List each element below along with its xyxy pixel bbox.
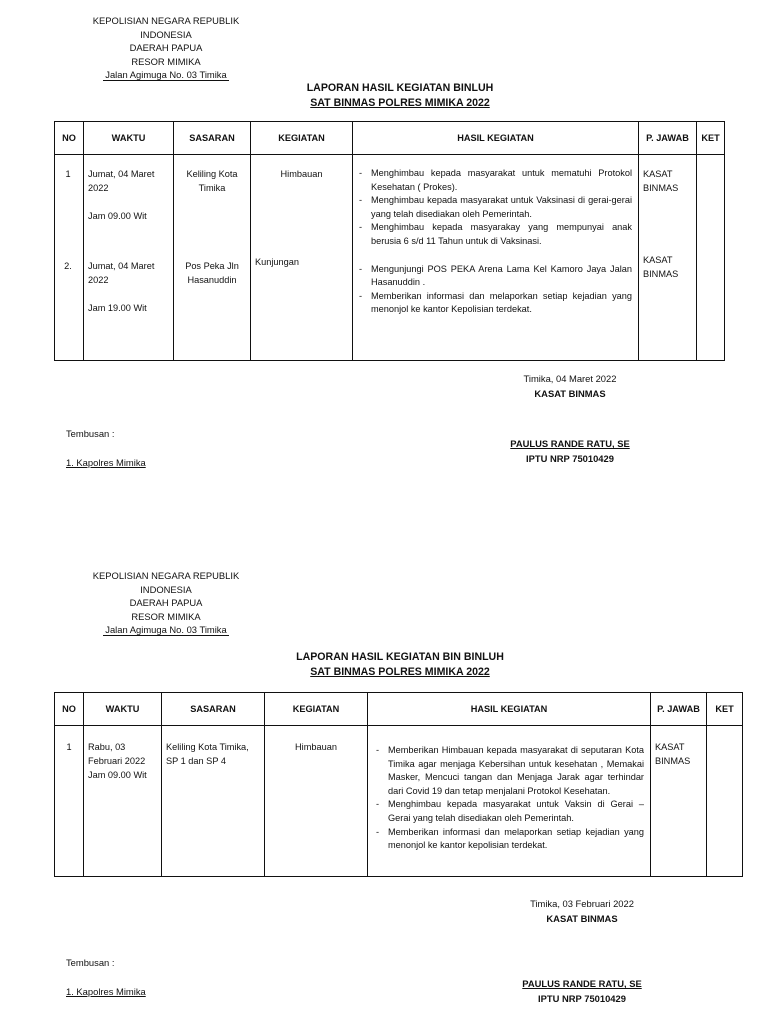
cell-sasaran [174,155,251,361]
place-date: Timika, 03 Februari 2022 [530,898,634,909]
place-date: Timika, 04 Maret 2022 [523,373,617,384]
cell-hasil [368,726,651,877]
row-sasaran: Keliling Kota Timika [186,169,238,193]
row-date: Jumat, 04 Maret 2022 [88,261,155,285]
result-item: - Menghimbau kepada masyarakat untuk mematuhi Protokol Kesehatan ( Prokes). [359,168,632,192]
cell-hasil [353,155,639,361]
row-kegiatan: Kunjungan [255,257,299,267]
row-pjawab: KASAT BINMAS [643,169,679,193]
letterhead-1 [66,14,266,82]
row-pjawab: KASAT BINMAS [655,742,691,766]
signer-block-2 [472,976,692,1006]
region-name: DAERAH PAPUA [129,597,203,609]
org-name: KEPOLISIAN NEGARA REPUBLIK INDONESIA [92,15,240,40]
tembusan-2 [66,955,146,999]
signer-name: PAULUS RANDE RATU, SE [522,978,642,989]
row-date: Jumat, 04 Maret 2022 [88,169,155,193]
col-waktu: WAKTU [84,122,174,155]
row-sasaran: Keliling Kota Timika, SP 1 dan SP 4 [166,742,249,766]
report-2-table [54,692,743,877]
signature-block-1 [470,371,670,401]
result-item: - Menghimbau kepada masyarakat untuk Vaksinasi di gerai-gerai yang telah disediakan oleh Pemerintah. [359,195,632,219]
report-title: LAPORAN HASIL KEGIATAN BIN BINLUH [296,651,504,663]
report-1-table [54,121,725,361]
col-pjawab: P. JAWAB [639,122,697,155]
report-subtitle: SAT BINMAS POLRES MIMIKA 2022 [310,97,490,109]
cell-ket [707,726,743,877]
resort-name: RESOR MIMIKA [131,610,201,622]
col-sasaran: SASARAN [162,693,265,726]
cell-sasaran [162,726,265,877]
row-kegiatan: Himbauan [280,169,323,179]
table-row [55,155,725,361]
signer-block-1 [460,436,680,466]
table-row [55,726,743,877]
col-hasil: HASIL KEGIATAN [353,122,639,155]
row-sasaran: Pos Peka Jln Hasanuddin [185,261,239,285]
result-item: - Menghimbau kepada masyarakay yang mempunyai anak berusia 6 s/d 11 Tahun untuk di Vaksinasi. [359,222,632,246]
tembusan-1 [66,426,146,470]
report-subtitle: SAT BINMAS POLRES MIMIKA 2022 [310,666,490,678]
signer-name: PAULUS RANDE RATU, SE [510,438,630,449]
col-ket: KET [697,122,725,155]
result-item: - Memberikan informasi dan melaporkan setiap kejadian yang menonjol ke kantor Kepolisian terdekat. [359,290,632,315]
row-number: 1 [66,742,72,752]
cell-kegiatan [251,155,353,361]
table-header [55,693,743,726]
report-title: LAPORAN HASIL KEGIATAN BINLUH [306,82,494,94]
report-1-title-block [0,81,768,111]
region-name: DAERAH PAPUA [129,42,203,54]
cell-waktu [84,155,174,361]
cell-pjawab [639,155,697,361]
col-pjawab: P. JAWAB [651,693,707,726]
address: Jalan Agimuga No. 03 Timika [105,69,227,81]
col-kegiatan: KEGIATAN [265,693,368,726]
signer-rank: IPTU NRP 75010429 [538,993,626,1004]
report-2-title-block [0,650,768,680]
col-ket: KET [707,693,743,726]
cell-pjawab [651,726,707,877]
row-kegiatan: Himbauan [295,742,337,752]
cell-kegiatan [265,726,368,877]
row-ket [697,155,724,167]
tembusan-item: 1. Kapolres Mimika [66,986,146,997]
col-sasaran: SASARAN [174,122,251,155]
row-time: Jam 19.00 Wit [88,303,147,313]
row-date: Rabu, 03 Februari 2022 [88,742,146,766]
row-ket [707,726,742,738]
org-name: KEPOLISIAN NEGARA REPUBLIK INDONESIA [92,570,240,595]
result-item: - Memberikan Himbauan kepada masyarakat di seputaran Kota Timika agar menjaga Kebersihan untuk kesehatan , Memakai Masker, Mencuci tangan dan Menjaga Jarak agar terhindar dari Covid 19 dan tetap menjalani Protokol Kesehatan. [376,745,644,796]
cell-no [55,726,84,877]
cell-no [55,155,84,361]
cell-waktu [84,726,162,877]
letterhead-2 [66,569,266,637]
cell-ket [697,155,725,361]
row-time: Jam 09.00 Wit [88,770,147,780]
col-no: NO [55,122,84,155]
result-item: - Mengunjungi POS PEKA Arena Lama Kel Kamoro Jaya Jalan Hasanuddin . [359,263,632,288]
address: Jalan Agimuga No. 03 Timika [105,624,227,636]
signer-rank: IPTU NRP 75010429 [526,453,614,464]
tembusan-label: Tembusan : [66,957,115,968]
col-kegiatan: KEGIATAN [251,122,353,155]
signer-position: KASAT BINMAS [546,913,618,924]
row-number: 2. [64,261,72,271]
tembusan-item: 1. Kapolres Mimika [66,457,146,468]
table-header [55,122,725,155]
row-number: 1 [65,169,71,179]
row-time: Jam 09.00 Wit [88,211,147,221]
col-waktu: WAKTU [84,693,162,726]
row-pjawab: KASAT BINMAS [643,255,679,279]
col-hasil: HASIL KEGIATAN [368,693,651,726]
tembusan-label: Tembusan : [66,428,115,439]
resort-name: RESOR MIMIKA [131,55,201,67]
col-no: NO [55,693,84,726]
signer-position: KASAT BINMAS [534,388,606,399]
signature-block-2 [482,896,682,926]
result-item: - Memberikan informasi dan melaporkan setiap kejadian yang menonjol ke kantor kepolisian terdekat. [376,826,644,851]
result-item: - Menghimbau kepada masyarakat untuk Vaksin di Gerai – Gerai yang telah disediakan oleh Pemerintah. [376,799,644,823]
